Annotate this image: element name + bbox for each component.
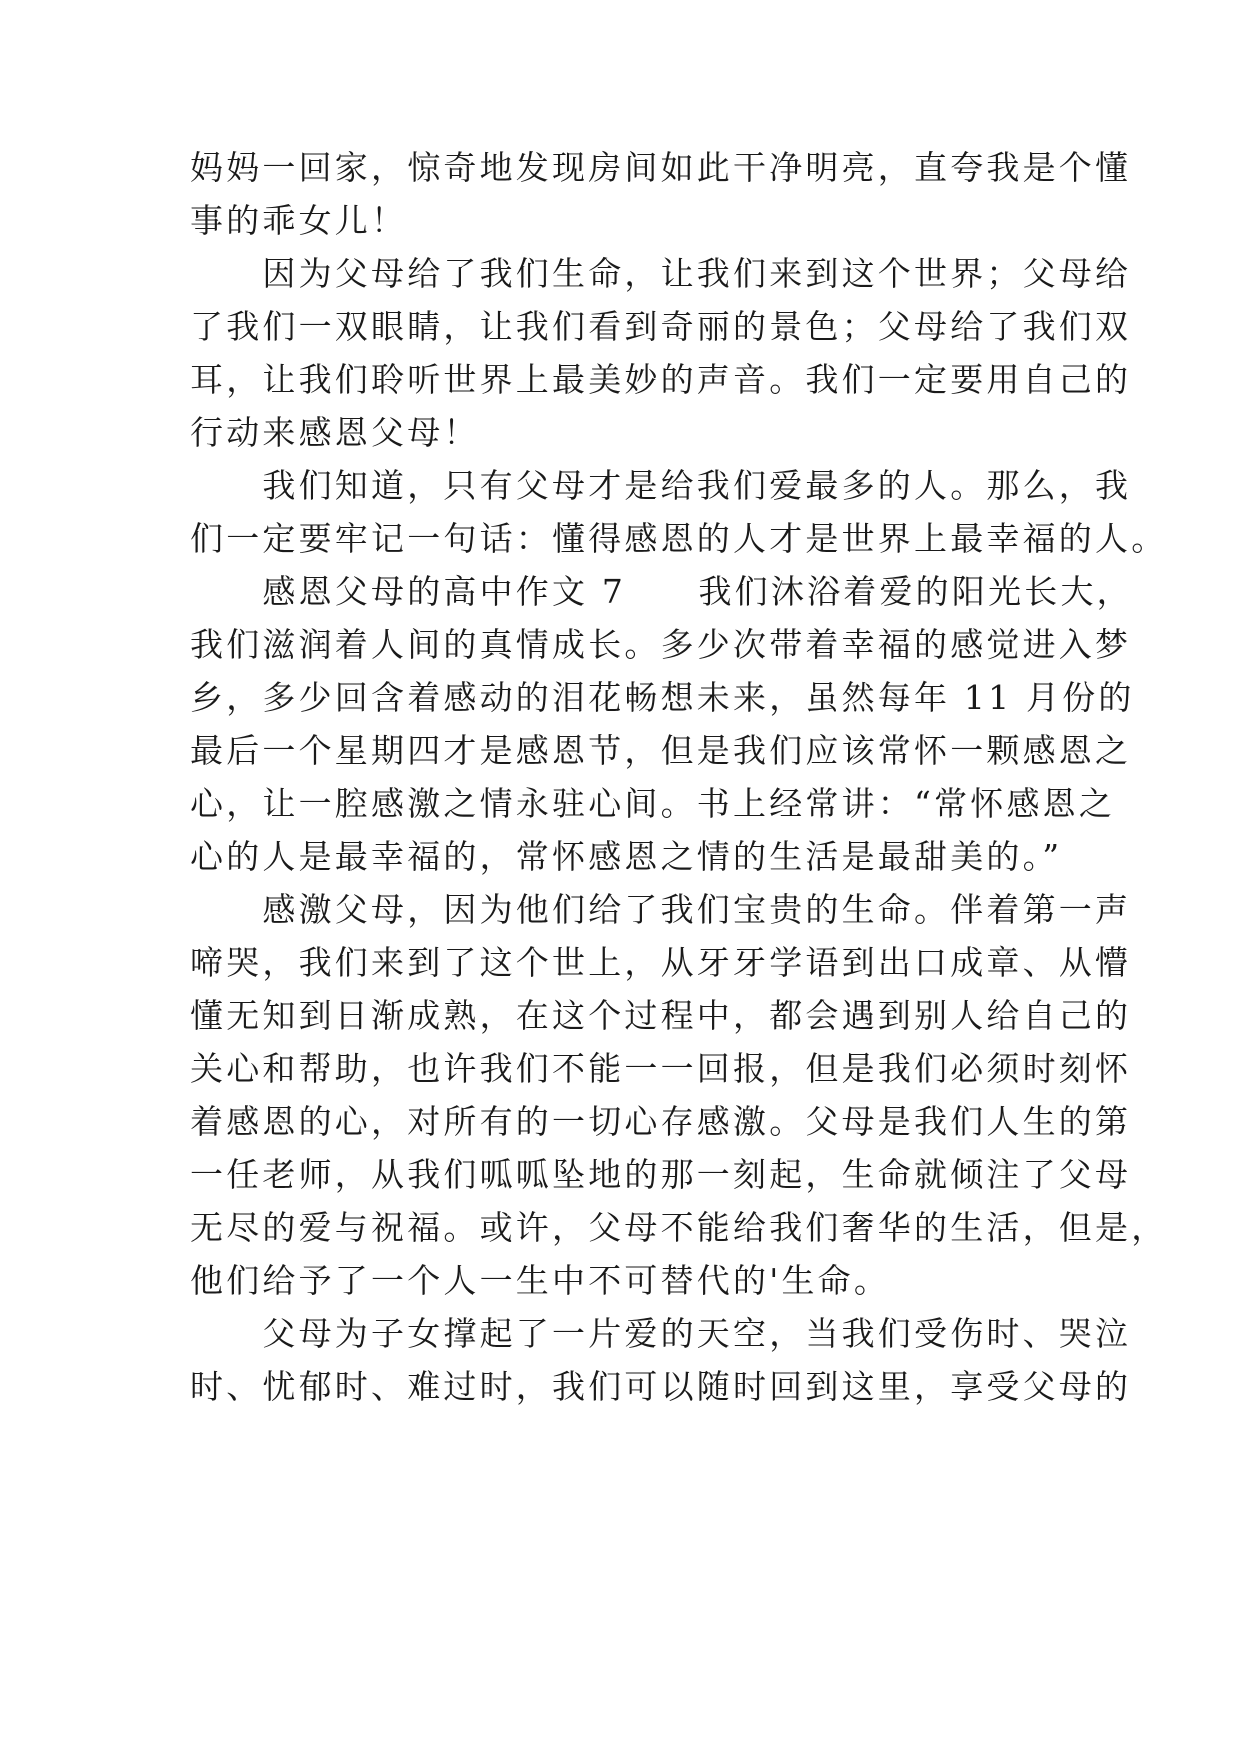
text-line: 啼哭，我们来到了这个世上，从牙牙学语到出口成章、从懵: [190, 943, 1132, 982]
text-line: 乡，多少回含着感动的泪花畅想未来，虽然每年 11 月份的: [190, 678, 1135, 717]
text-line: 时、忧郁时、难过时，我们可以随时回到这里，享受父母的: [190, 1367, 1132, 1406]
text-line: 父母为子女撑起了一片爱的天空，当我们受伤时、哭泣: [190, 1314, 1132, 1353]
text-line: 因为父母给了我们生命，让我们来到这个世界；父母给: [190, 254, 1132, 293]
text-line: 感恩父母的高中作文 7 我们沐浴着爱的阳光长大，: [190, 572, 1133, 611]
text-line: 我们知道，只有父母才是给我们爱最多的人。那么，我: [190, 466, 1132, 505]
text-line: 妈妈一回家，惊奇地发现房间如此干净明亮，直夸我是个懂: [190, 148, 1132, 187]
text-line: 心，让一腔感激之情永驻心间。书上经常讲：“常怀感恩之: [190, 784, 1116, 823]
text-line: 着感恩的心，对所有的一切心存感激。父母是我们人生的第: [190, 1102, 1132, 1141]
text-line: 懂无知到日渐成熟，在这个过程中，都会遇到别人给自己的: [190, 996, 1132, 1035]
text-line: 最后一个星期四才是感恩节，但是我们应该常怀一颗感恩之: [190, 731, 1132, 770]
text-line: 无尽的爱与祝福。或许，父母不能给我们奢华的生活，但是，: [190, 1208, 1168, 1247]
text-line: 耳，让我们聆听世界上最美妙的声音。我们一定要用自己的: [190, 360, 1132, 399]
text-line: 们一定要牢记一句话：懂得感恩的人才是世界上最幸福的人。: [190, 519, 1168, 558]
text-line: 关心和帮助，也许我们不能一一回报，但是我们必须时刻怀: [190, 1049, 1132, 1088]
text-line: 他们给予了一个人一生中不可替代的'生命。: [190, 1261, 891, 1300]
text-line: 一任老师，从我们呱呱坠地的那一刻起，生命就倾注了父母: [190, 1155, 1132, 1194]
text-line: 我们滋润着人间的真情成长。多少次带着幸福的感觉进入梦: [190, 625, 1132, 664]
text-line: 了我们一双眼睛，让我们看到奇丽的景色；父母给了我们双: [190, 307, 1132, 346]
text-line: 行动来感恩父母！: [190, 413, 480, 452]
text-line: 心的人是最幸福的，常怀感恩之情的生活是最甜美的。”: [190, 837, 1063, 876]
text-line: 感激父母，因为他们给了我们宝贵的生命。伴着第一声: [190, 890, 1132, 929]
text-line: 事的乖女儿！: [190, 201, 408, 240]
